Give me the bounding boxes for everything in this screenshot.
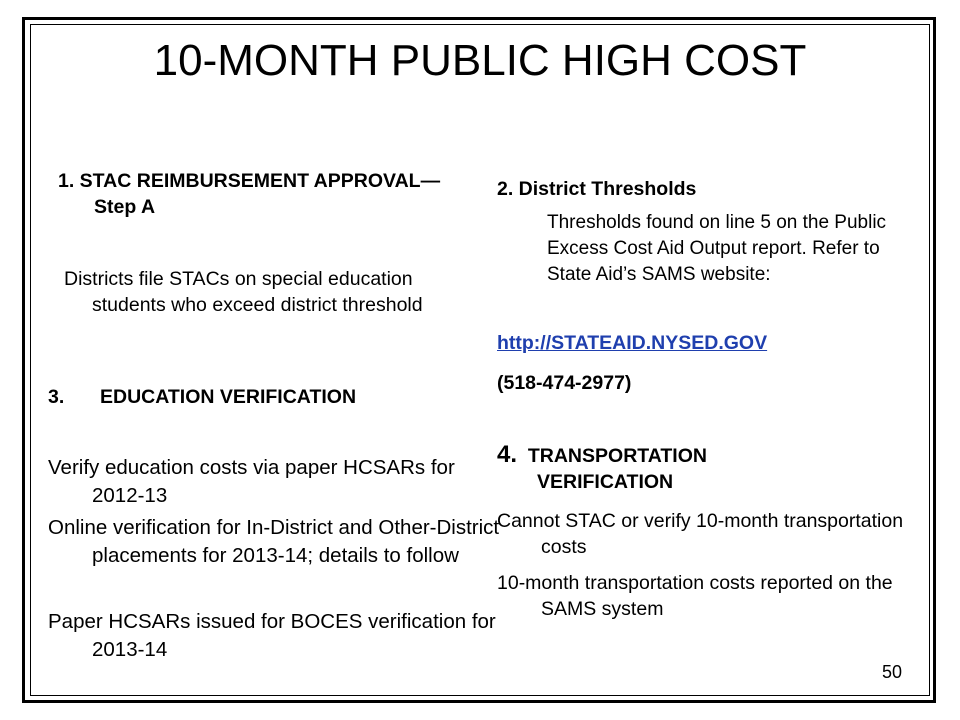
section-4-item: 10-month transportation costs reported on the SAMS system bbox=[497, 572, 893, 620]
section-1-heading: 1. STAC REIMBURSEMENT APPROVAL—Step A bbox=[58, 170, 441, 218]
slide-title: 10-MONTH PUBLIC HIGH COST bbox=[153, 36, 807, 85]
section-2-phone: (518-474-2977) bbox=[497, 372, 632, 394]
section-2-body: Thresholds found on line 5 on the Public Excess Cost Aid Output report. Refer to State Aid’s SAMS website: bbox=[547, 212, 887, 285]
section-3-title: EDUCATION VERIFICATION bbox=[100, 386, 357, 408]
stateaid-link[interactable]: http://STATEAID.NYSED.GOV bbox=[497, 332, 768, 354]
section-3-heading bbox=[48, 384, 468, 410]
section-4-title: TRANSPORTATION VERIFICATION bbox=[527, 445, 707, 493]
section-3-item: Online verification for In-District and Other-District placements for 2013-14; details to follow bbox=[48, 516, 500, 567]
section-2-heading: 2. District Thresholds bbox=[497, 178, 697, 200]
section-1-body: Districts file STACs on special education students who exceed district threshold bbox=[64, 268, 423, 316]
section-4-number: 4. bbox=[497, 441, 518, 468]
section-3-item: Paper HCSARs issued for BOCES verification for 2013-14 bbox=[48, 610, 496, 661]
section-3-number: 3. bbox=[48, 386, 65, 408]
section-2-link-line bbox=[497, 330, 897, 356]
section-4-item: Cannot STAC or verify 10-month transportation costs bbox=[497, 510, 904, 558]
section-3-item: Verify education costs via paper HCSARs for 2012-13 bbox=[48, 456, 455, 507]
page-number: 50 bbox=[882, 662, 903, 682]
section-4-heading bbox=[497, 442, 837, 495]
